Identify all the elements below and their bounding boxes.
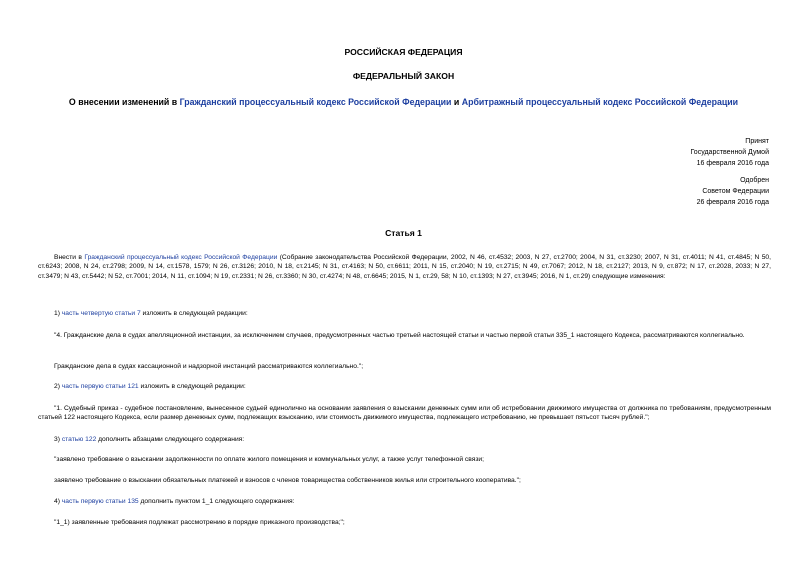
doc-type-heading: ФЕДЕРАЛЬНЫЙ ЗАКОН xyxy=(352,71,455,81)
adopted-body: Государственной Думой xyxy=(690,149,769,156)
quote-2: "1. Судебный приказ - судебное постановление, вынесенное судьей единолично на основании заявления о взыскании денежных сумм или об истребовании движимого имущества от должника по требованиям, предусмотренным статьей 122 настоящего Кодекса, если размер денежных сумм, подлежащих взысканию, или стоимость движимого имущества, подлежащего истребованию, не превышает пятьсот тысяч рублей."; xyxy=(38,405,771,422)
item-4-text: дополнить пунктом 1_1 следующего содержания: xyxy=(138,498,295,505)
adopted-block xyxy=(690,136,769,169)
quote-1b: Гражданские дела в судах кассационной и надзорной инстанций рассматриваются коллегиально."; xyxy=(54,363,364,370)
law-title xyxy=(0,97,807,107)
title-link-civil-code[interactable]: Гражданский процессуальный кодекс Российской Федерации xyxy=(179,97,452,107)
title-text-1: О внесении изменений в xyxy=(68,97,180,107)
intro-text-start: Внести в xyxy=(54,254,85,261)
item-1-number: 1) xyxy=(54,310,62,317)
adopted-date: 16 февраля 2016 года xyxy=(696,160,769,167)
approved-label: Одобрен xyxy=(740,177,769,184)
quote-1: "4. Гражданские дела в судах апелляционной инстанции, за исключением случаев, предусмотренных частью третьей настоящей статьи и частью первой статьи 335_1 настоящего Кодекса, рассматриваются коллегиально. xyxy=(54,332,745,339)
item-2-number: 2) xyxy=(54,383,62,390)
intro-link-civil-code[interactable]: Гражданский процессуальный кодекс Российской Федерации xyxy=(84,254,278,261)
item-2-link[interactable]: часть первую статьи 121 xyxy=(61,383,139,390)
quote-3a: "заявлено требование о взыскании задолженности по оплате жилого помещения и коммунальных услуг, а также услуг телефонной связи; xyxy=(54,456,485,463)
item-3-link[interactable]: статью 122 xyxy=(61,436,97,443)
item-4-number: 4) xyxy=(54,498,62,505)
adopted-label: Принят xyxy=(745,138,769,145)
item-3 xyxy=(54,435,771,444)
country-heading: РОССИЙСКАЯ ФЕДЕРАЦИЯ xyxy=(344,47,463,57)
item-3-number: 3) xyxy=(54,436,62,443)
intro-text-rest: (Собрание законодательства Российской Федерации, 2002, N 46, ст.4532; 2003, N 27, ст.2700; 2004, N 31, ст.3230; 2007, N 31, ст.4011; N 41, ст.4845; N 50, ст.6243; 2008, N 24, ст.2798; 2009, N 14, ст.1578, 1579; N 26, ст.3126; 2010, N 18, ст.2145; N 31, ст.4163; N 50, ст.6611; 2011, N 15, ст.2040; N 19, ст.2715; N 49, ст.7067; 2012, N 18, ст.2127; 2013, N 9, ст.872; N 17, ст.2028, 2033; N 27, ст.3479; N 43, ст.5442; N 52, ст.7001; 2014, N 11, ст.1094; N 19, ст.2331; N 26, ст.3360; N 30, ст.4274; N 48, ст.6645; 2015, N 1, ст.29, 58; N 10, ст.1393; N 27, ст.3945; 2016, N 1, ст.29) следующие изменения: xyxy=(38,254,771,280)
item-2 xyxy=(54,382,771,391)
item-4-link[interactable]: часть первую статьи 135 xyxy=(61,498,139,505)
item-4 xyxy=(54,497,771,506)
item-1-text: изложить в следующей редакции: xyxy=(140,310,248,317)
item-2-text: изложить в следующей редакции: xyxy=(138,383,246,390)
quote-4: "1_1) заявленные требования подлежат рассмотрению в порядке приказного производства;"; xyxy=(54,519,345,526)
item-3-text: дополнить абзацами следующего содержания: xyxy=(96,436,245,443)
approved-block xyxy=(697,175,769,208)
quote-3b: заявлено требование о взыскании обязательных платежей и взносов с членов товарищества собственников жилья или строительного кооператива."; xyxy=(54,477,521,484)
approved-date: 26 февраля 2016 года xyxy=(696,199,769,206)
approved-body: Советом Федерации xyxy=(702,188,769,195)
title-text-2: и xyxy=(451,97,462,107)
article-intro xyxy=(38,253,771,281)
item-1-link[interactable]: часть четвертую статьи 7 xyxy=(61,310,141,317)
item-1 xyxy=(54,309,771,318)
article-heading: Статья 1 xyxy=(385,228,422,238)
title-link-arbitration-code[interactable]: Арбитражный процессуальный кодекс Российской Федерации xyxy=(461,97,739,107)
